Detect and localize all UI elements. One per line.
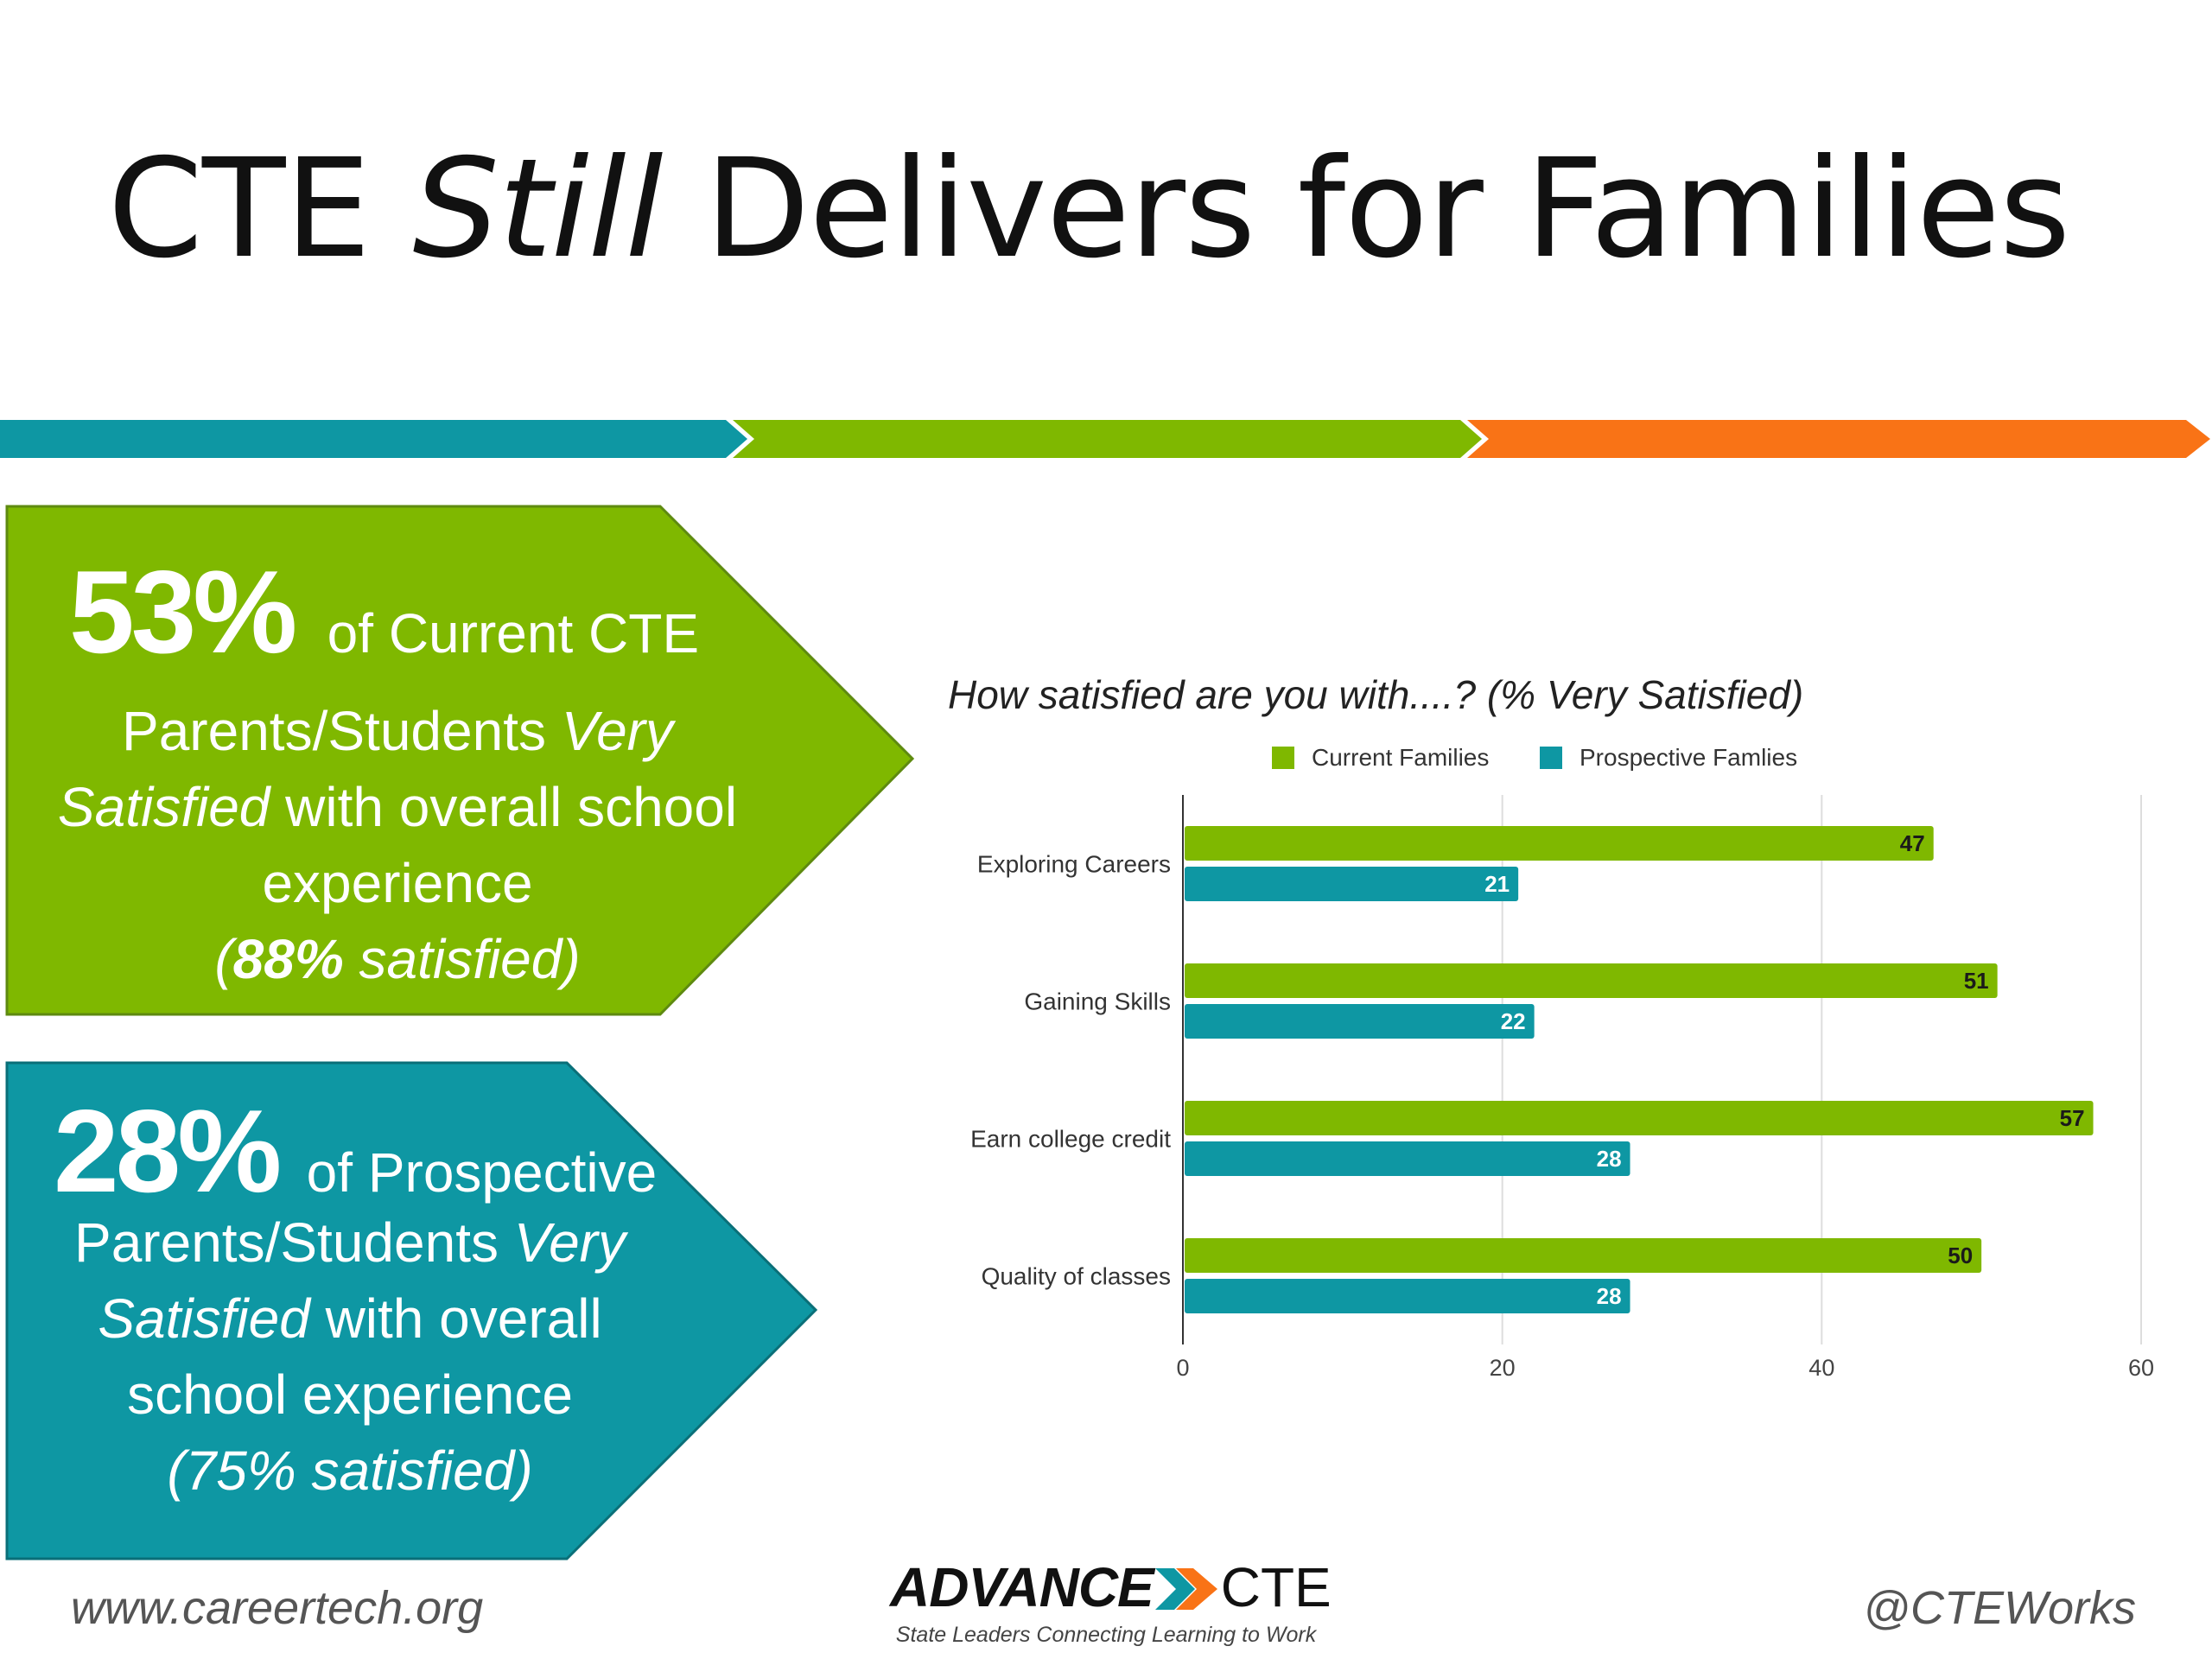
current-line5: (88% satisfied) <box>214 928 581 990</box>
x-tick-label: 60 <box>2127 1355 2155 1381</box>
satisfaction-bar-chart <box>899 657 2195 1417</box>
title-post: Delivers for Families <box>662 130 2070 289</box>
bar-current <box>1185 963 1998 998</box>
current-panel-line1 <box>69 544 699 679</box>
category-label: Gaining Skills <box>1024 988 1171 1015</box>
bar-value-label: 50 <box>1948 1243 1974 1268</box>
advance-cte-logo <box>890 1555 1332 1648</box>
bar-prospective <box>1185 867 1518 901</box>
chevron-band-green <box>733 420 1482 458</box>
bar-prospective <box>1185 1141 1630 1176</box>
bar-prospective <box>1185 1279 1630 1313</box>
bar-value-label: 57 <box>2059 1105 2085 1131</box>
prospective-panel-line1 <box>54 1084 657 1218</box>
chevron-band-teal <box>0 420 747 458</box>
prospective-percent: 28% <box>54 1085 279 1217</box>
current-line4: experience <box>262 852 533 914</box>
category-label: Earn college credit <box>970 1125 1171 1153</box>
legend-swatch-0 <box>1272 747 1294 769</box>
bar-value-label: 22 <box>1500 1008 1526 1034</box>
prospective-lead: of Prospective <box>306 1141 658 1204</box>
title-pre: CTE <box>107 130 413 289</box>
current-lead: of Current CTE <box>327 602 699 664</box>
current-panel-body <box>26 693 769 997</box>
prospective-families-panel <box>0 1059 821 1562</box>
logo-chevron-icon <box>1155 1567 1219 1611</box>
x-tick-label: 0 <box>1176 1355 1190 1381</box>
prospective-line3: Satisfied with overall <box>98 1287 602 1350</box>
prospective-line4: school experience <box>127 1363 573 1426</box>
current-families-panel <box>0 503 916 1018</box>
current-line2: Parents/Students Very <box>122 700 673 762</box>
category-label: Exploring Careers <box>976 850 1171 878</box>
bar-current <box>1185 826 1934 861</box>
x-tick-label: 20 <box>1489 1355 1516 1381</box>
title-italic: Still <box>412 130 663 289</box>
prospective-line5: (75% satisfied) <box>167 1440 533 1502</box>
bar-value-label: 28 <box>1596 1146 1622 1172</box>
slide-title <box>0 130 2177 289</box>
legend-label-1: Prospective Famlies <box>1580 744 1798 771</box>
bar-value-label: 28 <box>1596 1283 1622 1309</box>
chevron-band <box>0 413 2212 465</box>
chevron-band-orange <box>1467 420 2210 458</box>
bar-value-label: 51 <box>1963 968 1989 994</box>
legend-swatch-1 <box>1540 747 1562 769</box>
current-percent: 53% <box>69 546 295 677</box>
current-line3: Satisfied with overall school <box>57 776 738 838</box>
x-tick-label: 40 <box>1808 1355 1835 1381</box>
footer-url: www.careertech.org <box>71 1582 484 1634</box>
logo-wordmark: ADVANCE CTE <box>890 1556 1332 1618</box>
chart-title: How satisfied are you with....? (% Very Satisfied) <box>948 672 1804 717</box>
legend-label-0: Current Families <box>1312 744 1490 771</box>
prospective-panel-body <box>0 1205 700 1509</box>
prospective-line2: Parents/Students Very <box>74 1211 626 1274</box>
bar-current <box>1185 1101 2094 1135</box>
bar-value-label: 47 <box>1899 830 1925 856</box>
footer-handle: @CTEWorks <box>1863 1582 2136 1634</box>
bar-current <box>1185 1238 1981 1273</box>
logo-tagline: State Leaders Connecting Learning to Work <box>895 1623 1317 1647</box>
bar-prospective <box>1185 1004 1535 1039</box>
category-label: Quality of classes <box>981 1262 1171 1290</box>
bar-value-label: 21 <box>1484 871 1510 897</box>
